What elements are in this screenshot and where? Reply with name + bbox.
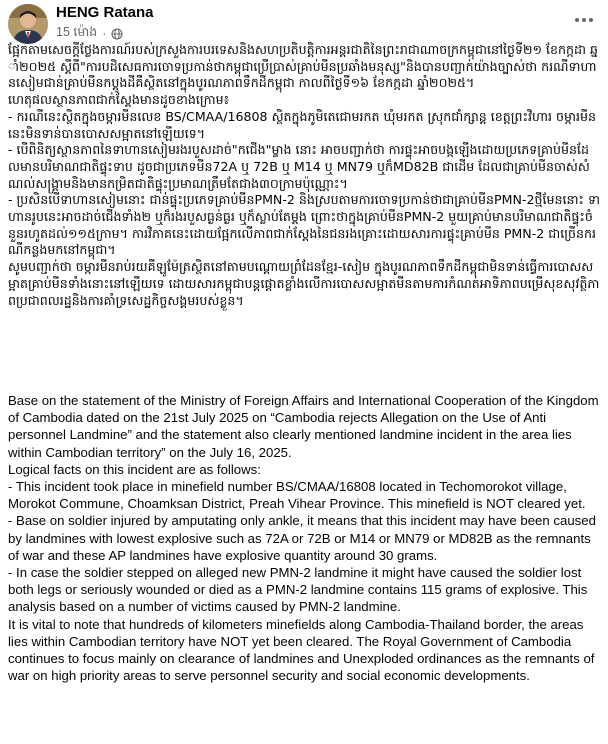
english-paragraph: - This incident took place in minefield number BS/CMAA/16808 located in Techomorokot village, Morokot Commune, Choamksan District, Preah Vihear Province. This minefield is NOT cleared yet. [8,479,586,512]
author-name[interactable]: HENG Ratana [56,4,154,21]
author-avatar[interactable] [8,4,48,44]
english-paragraph: Base on the statement of the Ministry of Foreign Affairs and International Cooperation of the Kingdom of Cambodia dated on the 21st July 2025 on “Cambodia rejects Allegation on the Use of Anti personnel Landmine” and the statement also clearly mentioned landmine incident in the area lies within Cambodian territory” on the July 16, 2025. [8,393,599,460]
more-options-button[interactable] [570,6,598,34]
english-paragraph: - In case the soldier stepped on alleged new PMN-2 landmine it might have caused the soldier lost both legs or seriously wounded or died as a PMN-2 landmine contains 115 grams of explosive. This analysis based on a number of victims caused by PMN-2 landmine. [8,565,588,615]
english-paragraph: Logical facts on this incident are as follows: [8,461,261,477]
more-options-icon [574,17,594,23]
globe-icon[interactable] [111,28,123,40]
post-text-english [8,392,604,684]
meta-separator: · [102,27,107,41]
post-meta [56,25,123,43]
english-paragraph: It is vital to note that hundreds of kilometers minefields along Cambodia-Thailand border, the areas lies within Cambodian territory have NOT yet been cleared. The Royal Government of Cambodia continues to focus mainly on clearance of landmines and Unexploded ordinances as the remnants of war on high priority areas to serve personnel security and social economic developments. [8,616,595,684]
english-paragraph: - Base on soldier injured by amputating only ankle, it means that this incident may have been caused by landmines with lowest explosive such as 72A or 72B or M14 or MN79 or MD82B as the remnants of war and these AP landmines have explosive quantity around 30 grams. [8,513,596,563]
post-time[interactable]: 15 ម៉ោង [56,25,98,39]
post-text-khmer: ផ្អែកតាមសេចក្ដីថ្លែងការណ៍របស់ក្រសួងការបរទេសនិងសហប្រតិបត្តិការអន្តរជាតិនៃព្រះរាជាណាចក្រកម្ពុជានៅថ្ងៃទី២១ ខែកក្កដា ឆ្នាំ២០២៥ ស្ដីពី"ការបដិសេធការចោទប្រកាន់ថាកម្ពុជាប្រើប្រាស់គ្រាប់មីនប្រឆាំងមនុស្ស"និងបានបញ្ជាក់យ៉ាងច្បាស់ថា ករណីទាហានសៀមជាន់គ្រាប់មីនកប្ដូងដីគឺស្ថិតនៅក្នុងបូរណភាពទឹកដីកម្ពុជា កាលពីថ្ងៃទី១៦ ខែកក្កដា ឆ្នាំ២០២៥។ ហេតុផលស្ថានភាពជាក់ស្ដែងមានដូចខាងក្រោម៖ - ករណីនេះស្ថិតក្នុងចម្ការមីនលេខ BS/CMAA/16808 ស្ថិតក្នុងភូមិតេជោមរកត ឃុំមរកត ស្រុកជាំក្សាន្ត ខេត្តព្រះវិហារ ចម្ការមីននេះមិនទាន់បានបោសសម្អាតនៅឡើយទេ។ - បើពិនិត្យស្ថានភាពនៃទាហានសៀមរងរបួសដាច់"កជើង"ម្ខាង នោះ អាចបញ្ជាក់ថា ការផ្ទុះអាចបង្កឡើងដោយប្រភេទគ្រាប់មីនដែលមានបរិមាណជាតិផ្ទុះទាប ដូចជាប្រភេទមីន72A ឬ 72B ឬ M14 ឬ MN79 ឬក៏MD82B ជាដើម ដែលជាគ្រាប់មីនចាស់សំណល់សង្គ្រាមនិងមានកម្រិតជាតិផ្ទុះប្រមាណត្រឹមតែជាង៣០ក្រាមប៉ុណ្ណោះ។ - ប្រសិនបើទាហានសៀមនោះ ជាន់ផ្ទុះប្រភេទគ្រាប់មីនPMN-2 និងស្របតាមការចោទប្រកាន់ថាជាគ្រាប់មីនPMN-2ថ្មីមែននោះ ទាហានរូបនេះអាចដាច់ជើងទាំង២ ឬក៏រងរបួសធ្ងន់ធ្ងរ ឬក៏ស្លាប់តែម្ដង ព្រោះថាក្នុងគ្រាប់មីនPMN-2 មួយគ្រាប់មានបរិមាណជាតិផ្ទុះចំនួនរហូតដល់១១៥ក្រាម។ ការវិភាគនេះដោយផ្អែកលើភាពជាក់ស្ដែងនៃជនរងគ្រោះដោយសារការផ្ទុះគ្រាប់មីន PMN-2 ជាច្រើនករណីកន្លងមកនៅកម្ពុជា។ សូមបញ្ជាក់ថា ចម្ការមីនរាប់រយគីឡូម៉ែត្រស្ថិតនៅតាមបណ្ដោយព្រំដែនខ្មែរ-សៀម ក្នុងបូរណភាពទឹកដីកម្ពុជាមិនទាន់ធ្វើការបោសសម្អាតគ្រាប់មីនទាំងនោះនៅឡើយទេ ដោយសារកម្ពុជាបន្តផ្ដោតខ្លាំងលើការបោសសម្អាតមីនតាមការកំណត់អាទិភាពបម្រើសុខសុវត្ថិភាពប្រជាពលរដ្ឋនិងការគាំទ្រសេដ្ឋកិច្ចសង្គមរបស់ខ្លួន។ [8,42,600,308]
profile-photo-icon [8,4,48,44]
